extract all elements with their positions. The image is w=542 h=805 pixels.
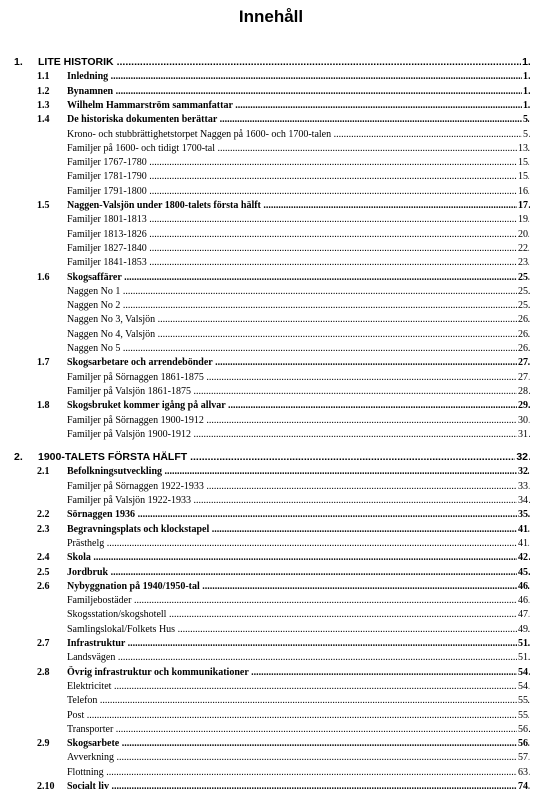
toc-entry <box>0 709 542 723</box>
toc-entry-title: Familjer 1781-1790 ..... <box>67 170 530 184</box>
toc-entry-title: Skogsstation/skogshotell ..... <box>67 608 530 622</box>
toc-entry-page: 34 <box>518 495 528 506</box>
page-title: Innehåll <box>238 7 304 26</box>
toc-entry-title: Avverkning ..... <box>67 751 530 765</box>
toc-entry-page: 51 <box>518 652 528 664</box>
toc-entry <box>0 371 542 385</box>
toc-entry <box>0 156 542 170</box>
toc-entry-title: Skogsarbete ..... <box>67 737 530 751</box>
toc-entry-title: Familjer på Valsjön 1861-1875 ..... <box>67 385 530 399</box>
toc-entry <box>0 566 542 580</box>
toc-entry-page: 54 <box>518 680 528 692</box>
toc-entry <box>0 213 542 227</box>
toc-entry-page: 55 <box>518 709 528 721</box>
toc-entry-title: Familjer på Sörnaggen 1922-1933 ..... <box>67 480 530 494</box>
toc-entry-page: 32 <box>518 466 528 478</box>
toc-entry-title: Telefon ..... <box>67 694 530 708</box>
toc-entry <box>0 70 542 84</box>
toc-entry <box>0 299 542 313</box>
toc-entry-title: Bynamnen ..... <box>67 85 530 99</box>
toc-entry-number: 1.8 <box>37 400 50 412</box>
toc-entry-page: 31 <box>518 428 528 440</box>
toc-entry <box>0 694 542 708</box>
toc-entry-page: 22 <box>518 242 528 254</box>
toc-entry-page: 5 <box>523 128 528 140</box>
toc-entry-number: 1. <box>14 56 23 68</box>
toc-entry <box>0 185 542 199</box>
toc-entry <box>0 313 542 327</box>
toc-entry-page: 20 <box>518 228 528 240</box>
toc-entry-number: 2.3 <box>37 523 50 535</box>
toc-entry-page: 25 <box>518 300 528 312</box>
toc-entry <box>0 170 542 184</box>
toc-entry-number: 1.1 <box>37 71 50 83</box>
toc-entry-title: Familjer 1791-1800 ..... <box>67 185 530 199</box>
toc-entry-page: 27 <box>518 371 528 383</box>
toc-entry <box>0 228 542 242</box>
toc-entry-title: Familjer på Valsjön 1922-1933 ..... <box>67 494 530 508</box>
toc-entry-title: Familjer 1841-1853 ..... <box>67 256 530 270</box>
toc-entry <box>0 242 542 256</box>
toc-entry-page: 55 <box>518 695 528 707</box>
toc-entry-page: 23 <box>518 257 528 269</box>
toc-entry <box>0 328 542 342</box>
toc-entry-title: Naggen No 1 ..... <box>67 285 530 299</box>
toc-entry-page: 47 <box>518 609 528 621</box>
toc-entry-page: 1 <box>522 56 528 68</box>
toc-entry-title: Naggen No 2 ..... <box>67 299 530 313</box>
toc-entry <box>0 428 542 442</box>
toc-entry-title: Familjer 1801-1813 ..... <box>67 213 530 227</box>
toc-entry-page: 1 <box>523 71 528 83</box>
toc-entry-title: Övrig infrastruktur och kommunikationer ..... <box>67 666 530 680</box>
toc-entry-page: 28 <box>518 385 528 397</box>
toc-entry-page: 29 <box>518 400 528 412</box>
toc-entry <box>0 342 542 356</box>
toc-entry <box>0 766 542 780</box>
toc-entry <box>0 113 542 127</box>
toc-entry <box>0 737 542 751</box>
toc-entry-title: Samlingslokal/Folkets Hus ..... <box>67 623 530 637</box>
toc-entry <box>0 780 542 794</box>
toc-entry-title: Naggen No 3, Valsjön ..... <box>67 313 530 327</box>
toc-entry-title: Befolkningsutveckling ..... <box>67 465 530 479</box>
toc-entry-title: Familjebostäder ..... <box>67 594 530 608</box>
toc-entry <box>0 723 542 737</box>
toc-entry-page: 5 <box>523 114 528 126</box>
toc-entry-page: 27 <box>518 357 528 369</box>
toc-entry-page: 15 <box>518 157 528 169</box>
toc-entry-title: Landsvägen ..... <box>67 651 530 665</box>
toc-entry-title: Familjer på Sörnaggen 1900-1912 ..... <box>67 414 530 428</box>
toc-entry-page: 57 <box>518 752 528 764</box>
toc-entry-title: De historiska dokumenten berättar ..... <box>67 113 530 127</box>
toc-entry-page: 35 <box>518 509 528 521</box>
toc-entry <box>0 551 542 565</box>
toc-entry-number: 1.6 <box>37 271 50 283</box>
toc-entry-page: 16 <box>518 185 528 197</box>
toc-entry <box>0 494 542 508</box>
toc-entry-page: 26 <box>518 343 528 354</box>
toc-entry-title: Flottning ..... <box>67 766 530 780</box>
toc-entry-page: 46 <box>518 595 528 607</box>
toc-entry-title: Naggen No 5 ..... <box>67 342 530 356</box>
toc-entry <box>0 142 542 156</box>
toc-entry <box>0 580 542 594</box>
toc-entry-number: 2.2 <box>37 509 50 521</box>
toc-entry-number: 2.8 <box>37 666 50 678</box>
toc-entry-page: 63 <box>518 766 528 778</box>
toc-entry <box>0 637 542 651</box>
toc-entry <box>0 85 542 99</box>
toc-entry-page: 13 <box>518 142 528 154</box>
toc-entry-page: 32 <box>516 451 528 464</box>
toc-entry-page: 1 <box>523 85 528 97</box>
toc-entry <box>0 523 542 537</box>
toc-entry-title: Naggen No 4, Valsjön ..... <box>67 328 530 342</box>
toc-entry-number: 1.4 <box>37 114 50 126</box>
toc-entry-page: 25 <box>518 285 528 297</box>
toc-entry <box>0 680 542 694</box>
toc-entry <box>0 594 542 608</box>
toc-entry <box>0 465 542 479</box>
toc-entry-page: 41 <box>518 537 528 549</box>
toc-entry-title: Wilhelm Hammarström sammanfattar ..... <box>67 99 530 113</box>
toc-entry-number: 2.4 <box>37 552 50 564</box>
toc-entry-page: 56 <box>518 738 528 750</box>
toc-entry-title: Krono- och stubbrättighetstorpet Naggen på 1600- och 1700-talen ..... <box>67 128 530 142</box>
toc-entry <box>0 199 542 213</box>
toc-entry-title: Familjer på 1600- och tidigt 1700-tal ..... <box>67 142 530 156</box>
toc-entry-title: Skogsaffärer ..... <box>67 271 530 285</box>
toc-entry <box>0 651 542 665</box>
toc-entry <box>0 55 542 69</box>
toc-entry-title: Inledning ..... <box>67 70 530 84</box>
toc-entry <box>0 285 542 299</box>
toc-entry <box>0 608 542 622</box>
toc-entry-title: LITE HISTORIK ..... <box>38 55 530 69</box>
toc-entry <box>0 256 542 270</box>
toc-entry-page: 41 <box>518 523 528 535</box>
toc-entry-title: Transporter ..... <box>67 723 530 737</box>
toc-entry-page: 74 <box>518 781 528 792</box>
toc-entry-title: 1900-TALETS FÖRSTA HÄLFT ..... <box>38 450 530 464</box>
toc-entry-page: 17 <box>518 200 528 211</box>
toc-entry-page: 56 <box>518 723 528 735</box>
toc-entry <box>0 128 542 142</box>
toc-entry-title: Nybyggnation på 1940/1950-tal ..... <box>67 580 530 594</box>
toc-entry-page: 46 <box>518 580 528 592</box>
toc-entry-page: 54 <box>518 666 528 678</box>
toc-entry <box>0 751 542 765</box>
toc-entry-title: Familjer 1827-1840 ..... <box>67 242 530 256</box>
toc-entry-page: 33 <box>518 480 528 492</box>
toc-entry-title: Familjer 1813-1826 ..... <box>67 228 530 242</box>
toc-entry-title: Begravningsplats och klockstapel ..... <box>67 523 530 537</box>
toc-entry-title: Sörnaggen 1936 ..... <box>67 508 530 522</box>
toc-entry-title: Infrastruktur ..... <box>67 637 530 651</box>
toc-entry-title: Familjer på Sörnaggen 1861-1875 ..... <box>67 371 530 385</box>
toc-entry-page: 30 <box>518 414 528 426</box>
toc-entry <box>0 508 542 522</box>
toc-entry-page: 1 <box>523 99 528 111</box>
toc-entry-number: 2.6 <box>37 580 50 592</box>
toc-entry-page: 25 <box>518 271 528 283</box>
toc-entry-title: Elektricitet ..... <box>67 680 530 694</box>
toc-entry <box>0 537 542 551</box>
toc-entry-number: 2.7 <box>37 638 50 649</box>
toc-entry-page: 49 <box>518 623 528 635</box>
toc-entry <box>0 623 542 637</box>
toc-entry-page: 51 <box>518 638 528 649</box>
toc-entry <box>0 450 542 464</box>
toc-entry-title: Prästhelg ..... <box>67 537 530 551</box>
toc-entry-number: 1.5 <box>37 200 50 211</box>
toc-entry-number: 2.1 <box>37 466 50 478</box>
toc-entry <box>0 414 542 428</box>
toc-entry-number: 2.5 <box>37 566 50 578</box>
toc-entry-title: Familjer på Valsjön 1900-1912 ..... <box>67 428 530 442</box>
toc-entry-title: Skogsbruket kommer igång på allvar ..... <box>67 399 530 413</box>
toc-entry-title: Naggen-Valsjön under 1800-talets första hälft ..... <box>67 199 530 213</box>
toc-entry <box>0 399 542 413</box>
toc-entry <box>0 356 542 370</box>
toc-entry <box>0 480 542 494</box>
toc-entry-number: 1.2 <box>37 85 50 97</box>
toc-entry <box>0 99 542 113</box>
toc-entry-page: 19 <box>518 214 528 226</box>
toc-entry-title: Skola ..... <box>67 551 530 565</box>
toc-entry-title: Jordbruk ..... <box>67 566 530 580</box>
toc-entry-page: 15 <box>518 171 528 183</box>
toc-entry-page: 26 <box>518 328 528 340</box>
toc-entry-page: 45 <box>518 566 528 578</box>
toc-entry-number: 1.7 <box>37 357 50 369</box>
toc-entry <box>0 385 542 399</box>
toc-entry-number: 2.10 <box>37 781 55 792</box>
toc-entry <box>0 666 542 680</box>
toc-entry <box>0 271 542 285</box>
toc-entry-page: 42 <box>518 552 528 564</box>
toc-entry-title: Skogsarbetare och arrendebönder ..... <box>67 356 530 370</box>
toc-entry-title: Familjer 1767-1780 ..... <box>67 156 530 170</box>
toc-entry-page: 26 <box>518 314 528 326</box>
toc-entry-number: 1.3 <box>37 99 50 111</box>
toc-entry-title: Socialt liv ..... <box>67 780 530 794</box>
toc-entry-number: 2. <box>14 451 23 464</box>
toc-entry-title: Post ..... <box>67 709 530 723</box>
toc-entry-number: 2.9 <box>37 738 50 750</box>
